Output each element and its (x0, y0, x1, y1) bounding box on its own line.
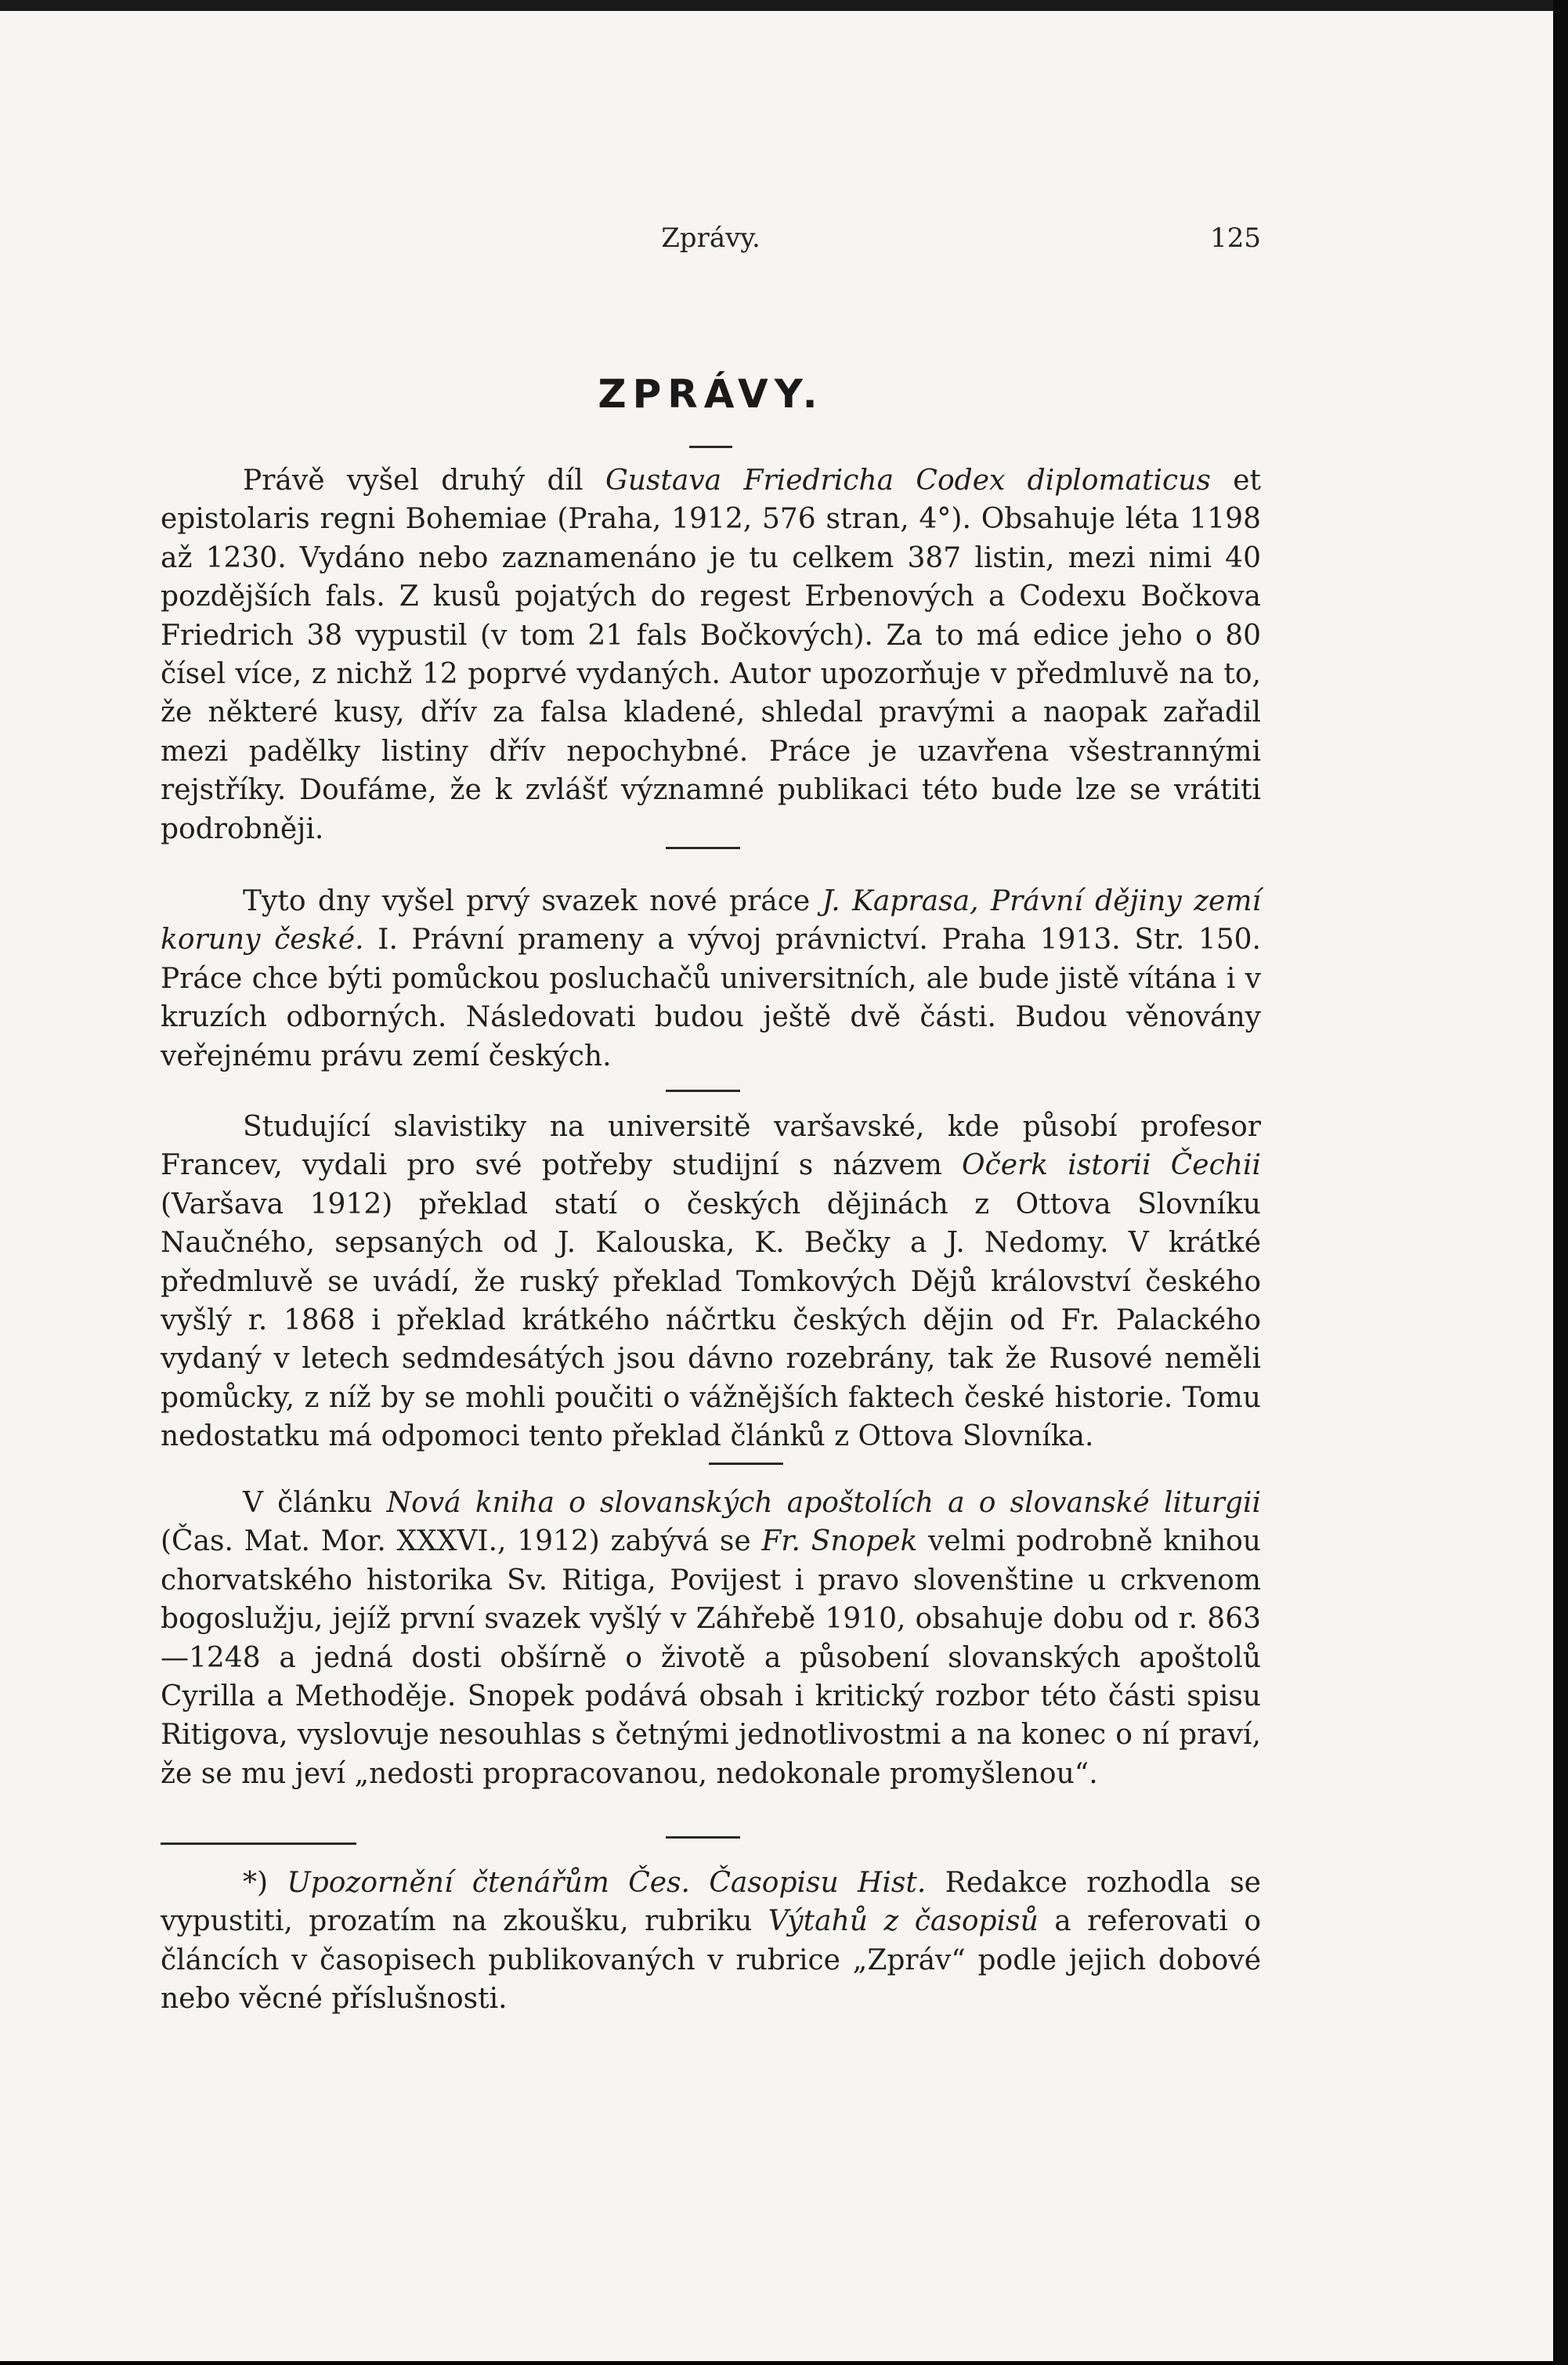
footnote: *) Upozornění čtenářům Čes. Časopisu Hist. Redakce rozhodla se vypustiti, prozatím na zkoušku, rubriku Výtahů z časopisů a referovati o článcích v časopisech publikovaných v rubrice „Zpráv“ podle jejich dobové nebo věcné příslušnosti. (161, 1867, 1261, 2016)
page (0, 11, 1553, 2361)
heading-rule (689, 446, 732, 448)
paragraph-kapras: Tyto dny vyšel prvý svazek nové práce J. Kaprasa, Právní dějiny zemí koruny české. I. Právní prameny a vývoj právnictví. Praha 1913. Str. 150. Práce chce býti pomůckou posluchačů universitních, ale bude jistě vítána i v kruzích odborných. Následovati budou ještě dvě části. Budou věnovány veřejnému právu zemí českých. (161, 885, 1262, 1072)
section-heading: ZPRÁVY. (598, 371, 824, 417)
top-border (0, 0, 1568, 11)
right-border (1553, 0, 1568, 2365)
separator-rule (666, 847, 740, 849)
paragraph-snopek: V článku Nová kniha o slovanských apoštolích a o slovanské liturgii (Čas. Mat. Mor. XXXVI., 1912) zabývá se Fr. Snopek velmi podrobně knihou chorvatského historika Sv. Ritiga, Povijest i pravo slovenštine u crkvenom bogoslužju, jejíž první svazek vyšlý v Záhřebě 1910, obsahuje dobu od r. 863—1248 a jedná dosti obšírně o životě a působení slovanských apoštolů Cyrilla a Methoděje. Snopek podává obsah i kritický rozbor této části spisu Ritigova, vyslovuje nesouhlas s četnými jednotlivostmi a na konec o ní praví, že se mu jeví „nedosti propracovanou, nedokonale promyšlenou“. (161, 1487, 1261, 1790)
separator-rule (666, 1836, 740, 1839)
footnote-rule (161, 1842, 356, 1845)
paragraph-codex: Právě vyšel druhý díl Gustava Friedricha Codex diplomaticus et epistolaris regni Bohemiae (Praha, 1912, 576 stran, 4°). Obsahuje léta 1198 až 1230. Vydáno nebo zaznamenáno je tu celkem 387 listin, mezi nimi 40 pozdějších fals. Z kusů pojatých do regest Erbenových a Codexu Bočkova Friedrich 38 vypustil (v tom 21 fals Bočkových). Za to má edice jeho o 80 čísel více, z nichž 12 poprvé vydaných. Autor upozorňuje v předmluvě na to, že některé kusy, dřív za falsa kladené, shledal pravými a naopak zařadil mezi padělky listiny dřív nepochybné. Práce je uzavřena všestrannými rejstříky. Doufáme, že k zvlášť významné publikaci této bude lze se vrátiti podrobněji. (161, 465, 1261, 845)
page-number: 125 (1210, 222, 1261, 254)
paragraph-ocerk: Studující slavistiky na universitě varšavské, kde působí profesor Francev, vydali pro své potřeby studijní s názvem Očerk istorii Čechii (Varšava 1912) překlad statí o českých dějinách z Ottova Slovníku Naučného, sepsaných od J. Kalouska, K. Bečky a J. Nedomy. V krátké předmluvě se uvádí, že ruský překlad Tomkových Dějů království českého vyšlý r. 1868 i překlad krátkého náčrtku českých dějin od Fr. Palackého vydaný v letech sedmdesátých jsou dávno rozebrány, tak že Rusové neměli pomůcky, z níž by se mohli poučiti o vážnějších faktech české historie. Tomu nedostatku má odpomoci tento překlad článků z Ottova Slovníka. (161, 1111, 1261, 1453)
separator-rule (709, 1463, 783, 1465)
separator-rule (666, 1090, 740, 1092)
running-head (161, 222, 1261, 269)
running-head-title: Zprávy. (661, 222, 761, 254)
